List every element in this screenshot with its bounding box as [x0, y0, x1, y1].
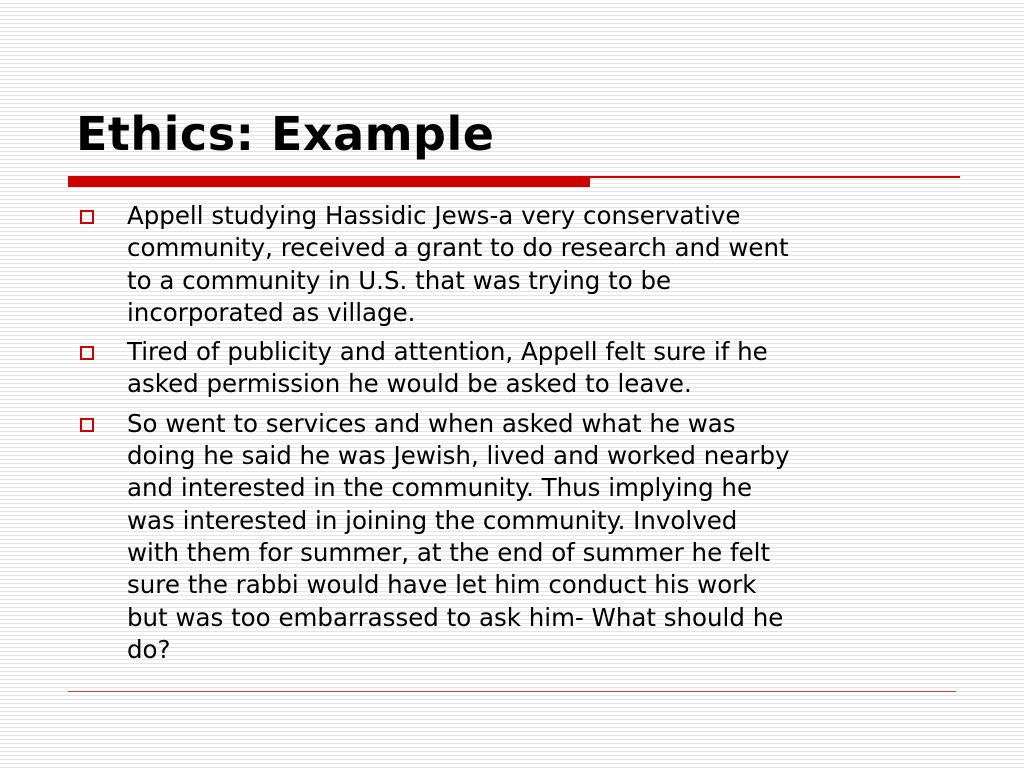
bullet-text: Tired of publicity and attention, Appell felt sure if he asked permission he would be asked to leave.: [127, 337, 768, 399]
hollow-square-bullet-icon: [80, 418, 94, 432]
footer-divider: [68, 691, 956, 692]
hollow-square-bullet-icon: [80, 210, 94, 224]
bullet-item: [76, 200, 956, 329]
title-underline-thin: [590, 176, 960, 178]
slide-title: Ethics: Example: [76, 107, 495, 161]
bullet-text: Appell studying Hassidic Jews-a very conservative community, received a grant to do research and went to a community in U.S. that was trying to be incorporated as village.: [127, 201, 789, 327]
bullet-item: [76, 408, 956, 666]
title-underline-thick: [68, 176, 590, 187]
bullet-text: So went to services and when asked what he was doing he said he was Jewish, lived and worked nearby and interested in the community. Thus implying he was interested in joining the community. Involved with them for summer, at the end of summer he felt sure the rabbi would have let him conduct his work but was too embarrassed to ask him- What should he do?: [127, 408, 790, 664]
hollow-square-bullet-icon: [80, 346, 94, 360]
bullet-item: [76, 336, 956, 401]
bullet-list: [76, 200, 956, 673]
